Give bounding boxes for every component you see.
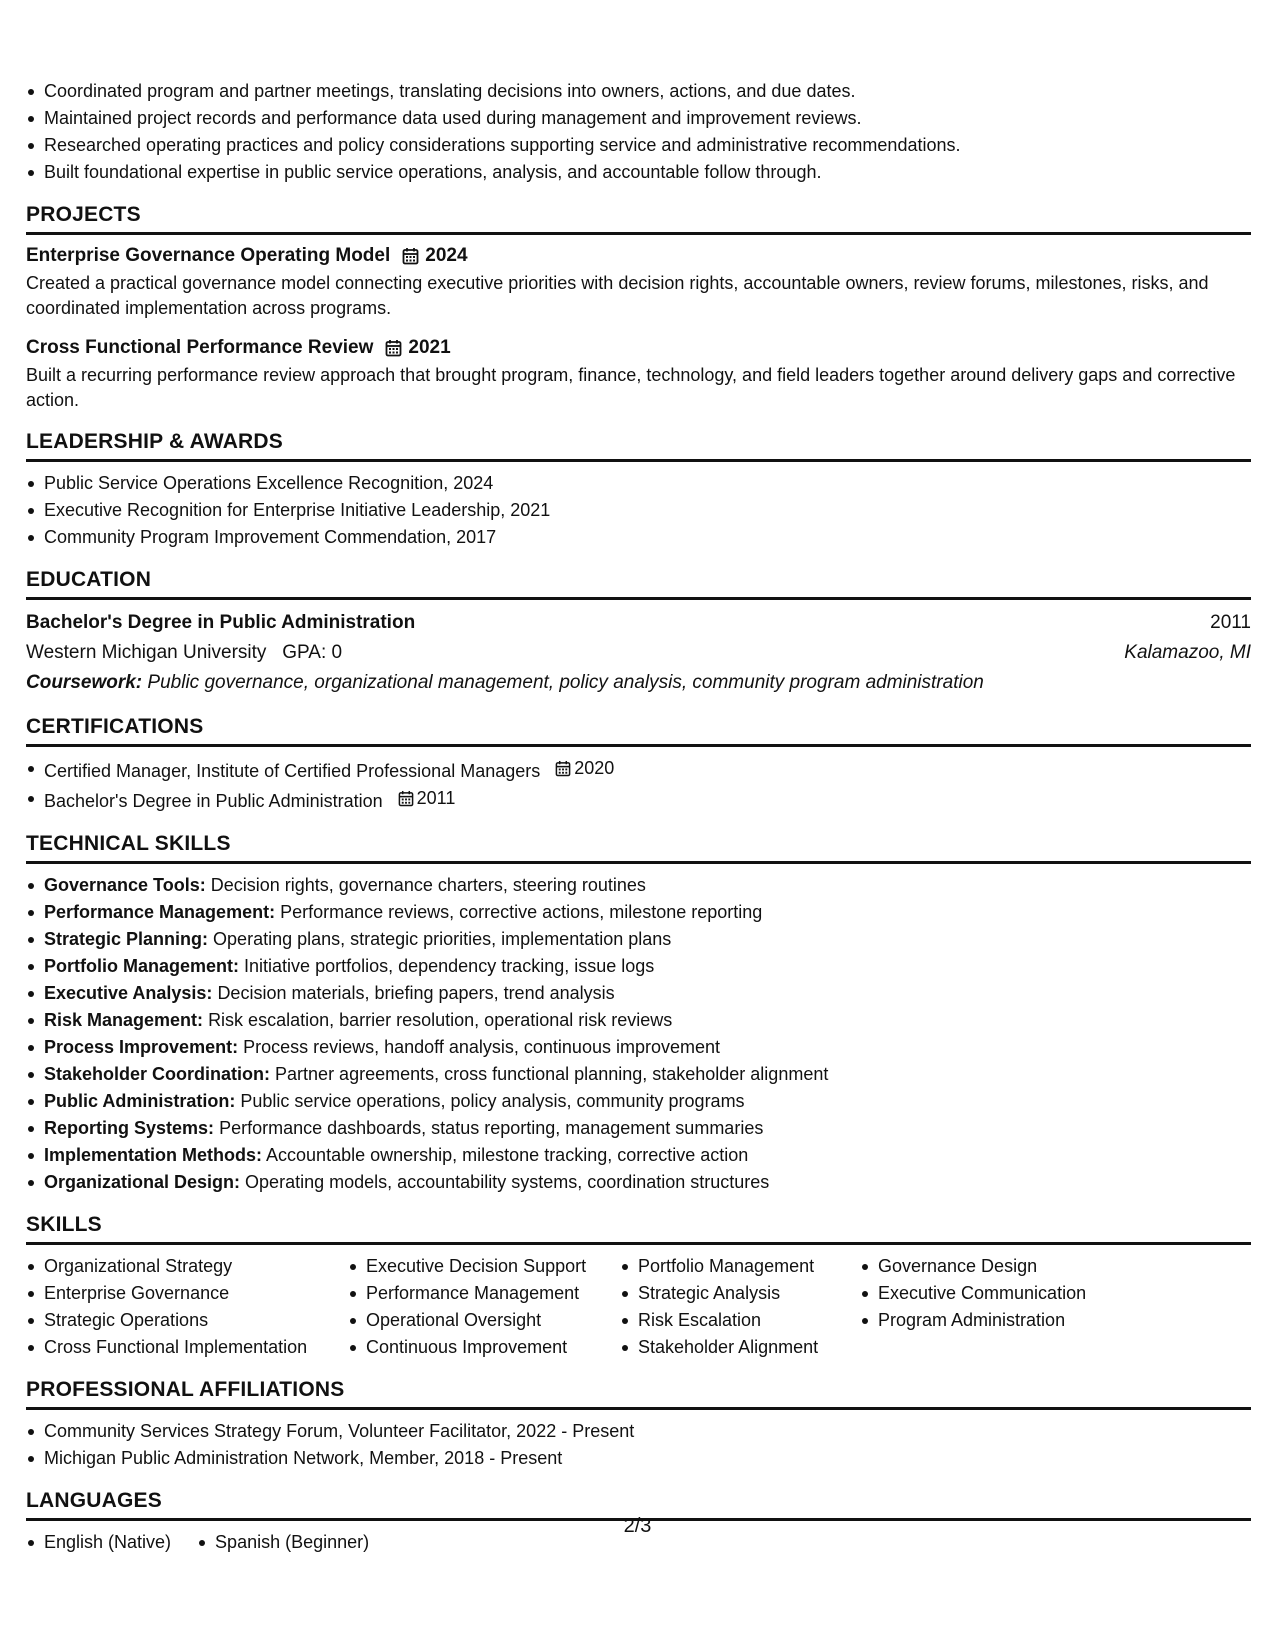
project-year: 2021 [408, 337, 451, 358]
education-year: 2011 [1210, 612, 1251, 633]
experience-bullet: Maintained project records and performance data used during management and improvement reviews. [44, 105, 1251, 132]
technical-skill-item [44, 1088, 1251, 1115]
skill-value: Operating plans, strategic priorities, implementation plans [213, 929, 672, 949]
section-title: LANGUAGES [26, 1488, 1251, 1521]
project-name: Cross Functional Performance Review [26, 337, 374, 358]
project-year: 2024 [425, 245, 468, 266]
language-item: Spanish (Beginner) [215, 1529, 369, 1556]
award-item: Community Program Improvement Commendation, 2017 [44, 524, 1251, 551]
project-description: Built a recurring performance review approach that brought program, finance, technology, and field leaders together around delivery gaps and corrective action. [26, 365, 1236, 410]
calendar-icon [555, 760, 571, 777]
section-title: PROFESSIONAL AFFILIATIONS [26, 1377, 1251, 1410]
skill-item: Strategic Operations [44, 1307, 348, 1334]
education-school-row [26, 638, 1251, 668]
skill-value: Initiative portfolios, dependency tracking, issue logs [244, 956, 655, 976]
skill-category: Process Improvement: [44, 1037, 239, 1057]
education-school-info [26, 638, 342, 668]
technical-skill-item [44, 926, 1251, 953]
award-item: Public Service Operations Excellence Recognition, 2024 [44, 470, 1251, 497]
skill-item: Operational Oversight [366, 1307, 620, 1334]
skill-item: Stakeholder Alignment [638, 1334, 860, 1361]
skill-category: Reporting Systems: [44, 1118, 215, 1138]
skill-category: Public Administration: [44, 1091, 236, 1111]
skill-category: Portfolio Management: [44, 956, 240, 976]
section-title: EDUCATION [26, 567, 1251, 600]
calendar-icon [398, 790, 414, 807]
certification-item [44, 755, 1251, 785]
experience-bullets [26, 78, 1251, 186]
certifications-list [26, 755, 1251, 815]
certification-year: 2020 [574, 758, 615, 778]
skill-value: Process reviews, handoff analysis, continuous improvement [243, 1037, 720, 1057]
skill-item: Risk Escalation [638, 1307, 860, 1334]
skill-item: Executive Decision Support [366, 1253, 620, 1280]
skills-column [348, 1253, 620, 1361]
technical-skill-item [44, 1142, 1251, 1169]
skill-category: Governance Tools: [44, 875, 206, 895]
section-title: LEADERSHIP & AWARDS [26, 429, 1251, 462]
skill-item: Program Administration [878, 1307, 1086, 1334]
affiliations-list [26, 1418, 1251, 1472]
section-title: TECHNICAL SKILLS [26, 831, 1251, 864]
technical-skill-item [44, 1061, 1251, 1088]
technical-skill-item [44, 1007, 1251, 1034]
certification-date [555, 755, 614, 782]
technical-skills-section [26, 831, 1251, 1196]
language-item: English (Native) [44, 1529, 171, 1556]
project-date [402, 243, 467, 269]
skill-category: Stakeholder Coordination: [44, 1064, 271, 1084]
skill-value: Risk escalation, barrier resolution, operational risk reviews [208, 1010, 673, 1030]
section-title: SKILLS [26, 1212, 1251, 1245]
skill-category: Organizational Design: [44, 1172, 241, 1192]
project-heading [26, 243, 1251, 269]
certification-name: Bachelor's Degree in Public Administration [44, 791, 383, 811]
skill-category: Performance Management: [44, 902, 276, 922]
section-title: CERTIFICATIONS [26, 714, 1251, 747]
education-degree: Bachelor's Degree in Public Administration [26, 612, 416, 633]
skill-item: Cross Functional Implementation [44, 1334, 348, 1361]
experience-bullet: Researched operating practices and policy considerations supporting service and administrative recommendations. [44, 132, 1251, 159]
experience-bullet: Coordinated program and partner meetings, translating decisions into owners, actions, and due dates. [44, 78, 1251, 105]
resume-page [26, 78, 1251, 1556]
skill-item: Performance Management [366, 1280, 620, 1307]
skills-grid [26, 1253, 1251, 1361]
technical-skill-item [44, 899, 1251, 926]
awards-section [26, 429, 1251, 551]
project-heading [26, 335, 1251, 361]
skill-value: Accountable ownership, milestone tracking, corrective action [266, 1145, 749, 1165]
education-gpa: GPA: 0 [282, 642, 343, 663]
skill-value: Operating models, accountability systems, coordination structures [245, 1172, 770, 1192]
certification-item [44, 785, 1251, 815]
skill-item: Enterprise Governance [44, 1280, 348, 1307]
certification-year: 2011 [416, 788, 456, 808]
education-school: Western Michigan University [26, 642, 267, 663]
calendar-icon [385, 339, 402, 357]
skill-item: Governance Design [878, 1253, 1086, 1280]
certification-name: Certified Manager, Institute of Certified Professional Managers [44, 761, 541, 781]
skill-value: Public service operations, policy analysis, community programs [240, 1091, 745, 1111]
technical-skills-list [26, 872, 1251, 1196]
skill-item: Executive Communication [878, 1280, 1086, 1307]
skill-item: Continuous Improvement [366, 1334, 620, 1361]
affiliation-item: Community Services Strategy Forum, Volunteer Facilitator, 2022 - Present [44, 1418, 1251, 1445]
skill-value: Decision materials, briefing papers, trend analysis [217, 983, 615, 1003]
skills-column [620, 1253, 860, 1361]
project-name: Enterprise Governance Operating Model [26, 245, 391, 266]
certification-date [398, 785, 456, 812]
experience-bullet: Built foundational expertise in public service operations, analysis, and accountable follow through. [44, 159, 1251, 186]
skill-item: Portfolio Management [638, 1253, 860, 1280]
technical-skill-item [44, 1034, 1251, 1061]
project-description: Created a practical governance model connecting executive priorities with decision rights, accountable owners, review forums, milestones, risks, and coordinated implementation across programs. [26, 273, 1209, 318]
skills-section [26, 1212, 1251, 1361]
certifications-section [26, 714, 1251, 815]
skill-item: Organizational Strategy [44, 1253, 348, 1280]
technical-skill-item [44, 1169, 1251, 1196]
skill-category: Implementation Methods: [44, 1145, 263, 1165]
project-date [385, 335, 450, 361]
skills-column [26, 1253, 348, 1361]
skill-value: Performance dashboards, status reporting, management summaries [219, 1118, 764, 1138]
skill-category: Executive Analysis: [44, 983, 213, 1003]
education-degree-row [26, 608, 1251, 638]
coursework-label: Coursework: [26, 672, 143, 693]
technical-skill-item [44, 980, 1251, 1007]
affiliations-section [26, 1377, 1251, 1472]
affiliation-item: Michigan Public Administration Network, Member, 2018 - Present [44, 1445, 1251, 1472]
education-section [26, 567, 1251, 698]
education-coursework [26, 668, 1251, 698]
technical-skill-item [44, 1115, 1251, 1142]
page-number: 2/3 [623, 1515, 652, 1537]
technical-skill-item [44, 953, 1251, 980]
skill-category: Strategic Planning: [44, 929, 209, 949]
technical-skill-item [44, 872, 1251, 899]
skill-category: Risk Management: [44, 1010, 204, 1030]
skill-item: Strategic Analysis [638, 1280, 860, 1307]
skill-value: Performance reviews, corrective actions, milestone reporting [280, 902, 763, 922]
education-location: Kalamazoo, MI [1124, 642, 1251, 663]
coursework-value: Public governance, organizational management, policy analysis, community program administration [147, 672, 984, 693]
skill-value: Partner agreements, cross functional planning, stakeholder alignment [275, 1064, 829, 1084]
section-title: PROJECTS [26, 202, 1251, 235]
skill-value: Decision rights, governance charters, steering routines [210, 875, 646, 895]
calendar-icon [402, 247, 419, 265]
projects-section [26, 202, 1251, 413]
skills-column [860, 1253, 1086, 1361]
awards-list [26, 470, 1251, 551]
award-item: Executive Recognition for Enterprise Initiative Leadership, 2021 [44, 497, 1251, 524]
